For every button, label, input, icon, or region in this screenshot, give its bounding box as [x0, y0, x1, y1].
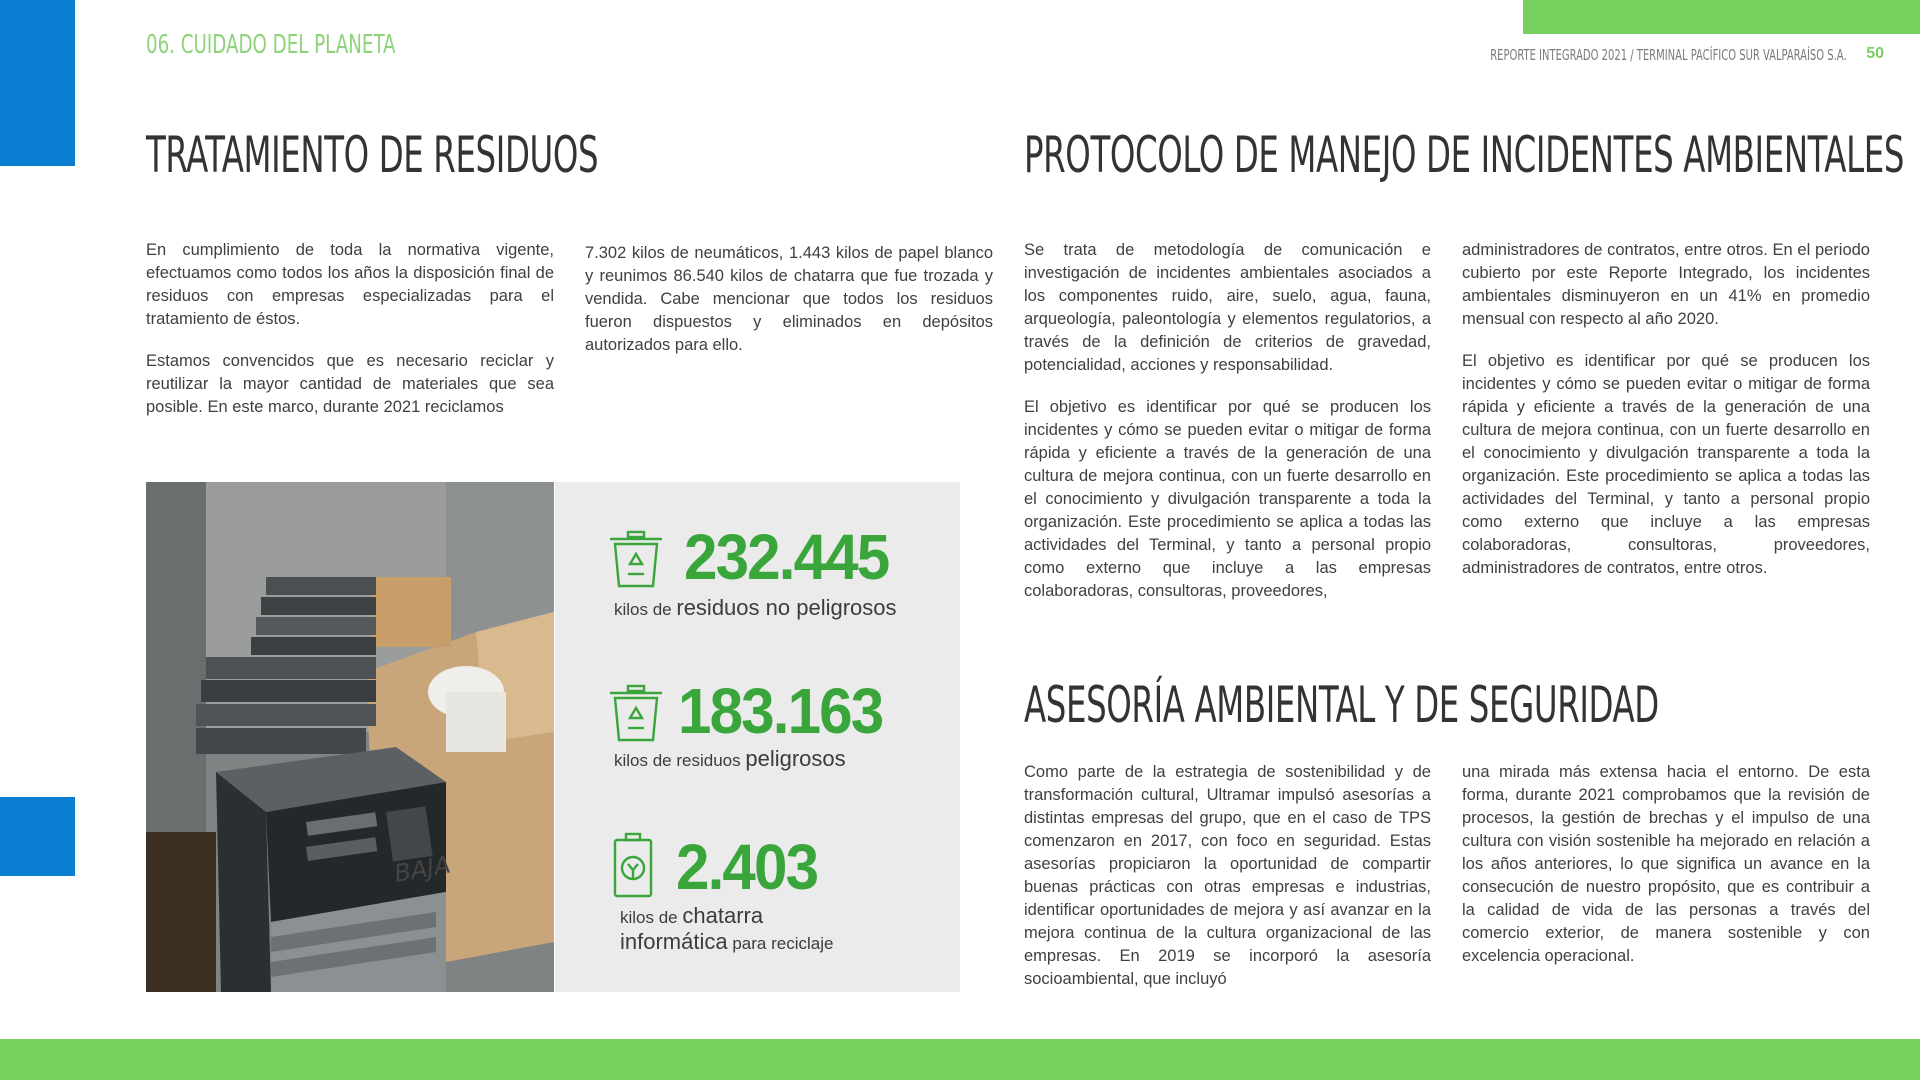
photo-electronic-scrap [146, 482, 554, 992]
section-tag: 06. CUIDADO DEL PLANETA [146, 30, 396, 60]
stat-label-big: residuos no peligrosos [676, 595, 897, 620]
tratamiento-col1 [146, 239, 554, 438]
hazard-bin-icon [608, 684, 664, 744]
stat-label-3 [620, 904, 833, 956]
paragraph: El objetivo es identificar por qué se producen los incidentes y cómo se pueden evitar o mitigar de forma rápida y eficiente a través de la generación de una cultura de mejora continua, con un fuerte desarrollo en el conocimiento y divulgación transparente a toda la organización. Este procedimiento se aplica a todas las actividades del Terminal, y tanto a personal propio como externo que incluye a las empresas colaboradoras, consultoras, proveedores, [1024, 398, 1431, 600]
asesoria-col2 [1462, 761, 1870, 987]
paragraph: El objetivo es identificar por qué se producen los incidentes y cómo se pueden evitar o mitigar de forma rápida y eficiente a través de la generación de una cultura de mejora continua, con un fuerte desarrollo en el conocimiento y divulgación transparente a toda la organización. Este procedimiento se aplica a todas las actividades del Terminal, y tanto a personal propio como externo que incluye a las empresas colaboradoras, consultoras, proveedores, administradores de contratos, entre otros. [1462, 352, 1870, 577]
blue-accent-bar-top [0, 0, 75, 166]
page-number: 50 [1866, 45, 1884, 62]
heading-asesoria: ASESORÍA AMBIENTAL Y DE SEGURIDAD [1024, 676, 1659, 734]
stat-value-2: 183.163 [678, 675, 883, 747]
paragraph: En cumplimiento de toda la normativa vigente, efectuamos como todos los años la disposición final de residuos con empresas especializadas para el tratamiento de éstos. [146, 241, 554, 328]
paragraph: Se trata de metodología de comunicación e investigación de incidentes ambientales asociados a los componentes ruido, aire, suelo, agua, fauna, arqueología, paleontología y elementos regulatorios, a través de la definición de criterios de gravedad, potencialidad, acciones y responsabilidad. [1024, 241, 1431, 374]
paragraph: 7.302 kilos de neumáticos, 1.443 kilos de papel blanco y reunimos 86.540 kilos de chatarra que fue trozada y vendida. Cabe mencionar que todos los residuos fueron dispuestos y eliminados en depósitos autorizados para ello. [585, 244, 993, 354]
stat-label-2 [614, 747, 846, 773]
battery-recycle-icon [612, 832, 654, 900]
stat-value-1: 232.445 [684, 521, 889, 593]
paragraph: Estamos convencidos que es necesario reciclar y reutilizar la mayor cantidad de materiales que sea posible. En este marco, durante 2021 reciclamos [146, 352, 554, 416]
stat-label-big: chatarra [682, 903, 764, 928]
tratamiento-col2 [585, 242, 993, 376]
paragraph: Como parte de la estrategia de sostenibilidad y de transformación cultural, Ultramar impulsó asesorías a distintas empresas del grupo, que en el caso de TPS comenzaron en 2017, con foco en seguridad. Estas asesorías propiciaron la oportunidad de compartir buenas prácticas con otras empresas e industrias, identificar oportunidades de mejora y así avanzar en la mejora continua de la cultura organizacional de las empresas. En 2019 se incorporó la asesoría socioambiental, que incluyó [1024, 763, 1431, 988]
stat-label-big: peligrosos [745, 746, 846, 771]
stat-label-small-2: para reciclaje [732, 934, 834, 953]
stat-label-small: kilos de [614, 600, 672, 619]
stat-label-1 [614, 596, 897, 622]
stat-label-small: kilos de residuos [614, 751, 741, 770]
photo-label: BAJA [392, 850, 453, 888]
paragraph: administradores de contratos, entre otros. En el periodo cubierto por este Reporte Integrado, los incidentes ambientales disminuyeron en un 41% en promedio mensual con respecto al año 2020. [1462, 241, 1870, 328]
protocolo-col2 [1462, 239, 1870, 599]
stat-value-3: 2.403 [676, 831, 818, 903]
photo-illustration [146, 482, 554, 992]
asesoria-col1 [1024, 761, 1431, 1010]
green-accent-bar-top [1523, 0, 1920, 34]
recycle-bin-icon [608, 530, 664, 590]
stat-label-small: kilos de [620, 908, 678, 927]
green-footer-bar [0, 1039, 1920, 1080]
blue-accent-bar-bottom [0, 797, 75, 876]
report-title: REPORTE INTEGRADO 2021 / TERMINAL PACÍFICO SUR VALPARAÍSO S.A. [1490, 46, 1847, 64]
protocolo-col1 [1024, 239, 1431, 622]
stat-label-big-2: informática [620, 929, 728, 954]
heading-tratamiento: TRATAMIENTO DE RESIDUOS [146, 126, 599, 184]
heading-protocolo: PROTOCOLO DE MANEJO DE INCIDENTES AMBIENTALES [1024, 126, 1905, 184]
paragraph: una mirada más extensa hacia el entorno. De esta forma, durante 2021 comprobamos que la revisión de procesos, la gestión de brechas y el impulso de una cultura con visión sostenible ha mejorado en relación a los años anteriores, lo que significa un avance en la consecución de nuestro propósito, que es contribuir a la calidad de vida de las personas a través del comercio exterior, de manera sostenible y con excelencia operacional. [1462, 763, 1870, 965]
